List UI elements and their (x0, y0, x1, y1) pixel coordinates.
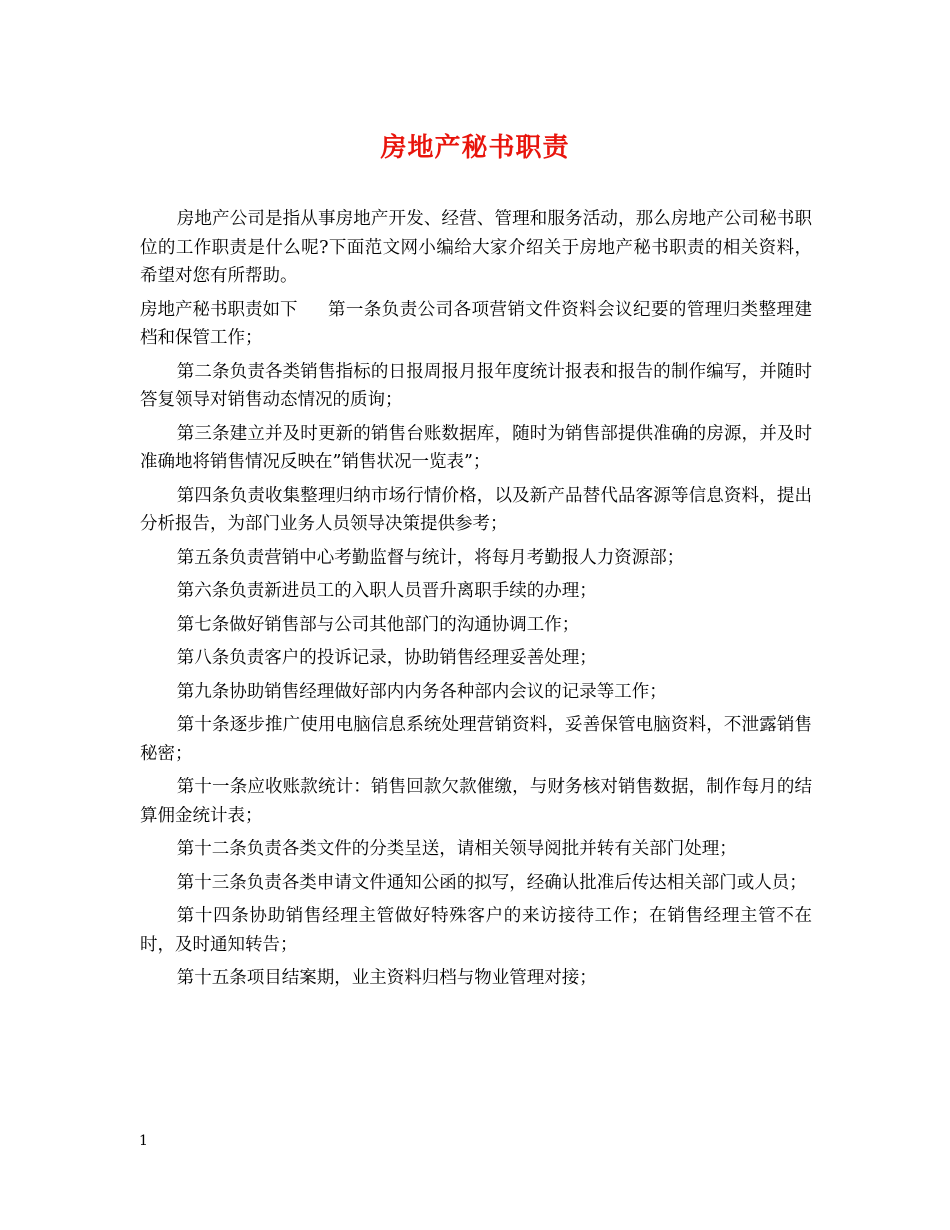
lead-label: 房地产秘书职责如下 (140, 299, 298, 320)
article-paragraph-12: 第十二条负责各类文件的分类呈送，请相关领导阅批并转有关部门处理； (176, 839, 737, 859)
article-paragraph-14: 第十四条协助销售经理主管做好特殊客户的来访接待工作；在销售经理主管不在时，及时通知转告； (140, 906, 812, 955)
document-title: 房地产秘书职责 (380, 133, 570, 163)
page-number: 1 (139, 1133, 148, 1149)
article-paragraph-9: 第九条协助销售经理做好部内内务各种部内会议的记录等工作； (176, 681, 667, 702)
article-paragraph-15: 第十五条项目结案期，业主资料归档与物业管理对接； (176, 968, 597, 988)
article-paragraph-11: 第十一条应收账款统计：销售回款欠款催缴，与财务核对销售数据，制作每月的结算佣金统计表； (140, 777, 812, 826)
article-paragraph-3: 第三条建立并及时更新的销售台账数据库，随时为销售部提供准确的房源，并及时准确地将销售情况反映在”销售状况一览表”； (140, 423, 812, 472)
article-paragraph-5: 第五条负责营销中心考勤监督与统计，将每月考勤报人力资源部； (176, 547, 685, 568)
article-paragraph-7: 第七条做好销售部与公司其他部门的沟通协调工作； (176, 614, 580, 635)
article-text: 第一条负责公司各项营销文件资料会议纪要的管理归类整理建档和保管工作； (140, 299, 812, 348)
article-paragraph-4: 第四条负责收集整理归纳市场行情价格，以及新产品替代品客源等信息资料，提出分析报告，为部门业务人员领导决策提供参考； (140, 485, 812, 534)
article-paragraph-8: 第八条负责客户的投诉记录，协助销售经理妥善处理； (176, 648, 597, 668)
article-paragraph-1 (140, 296, 812, 353)
article-paragraph-13: 第十三条负责各类申请文件通知公函的拟写，经确认批准后传达相关部门或人员； (176, 872, 807, 893)
article-paragraph-6: 第六条负责新进员工的入职人员晋升离职手续的办理； (176, 581, 597, 601)
document-body (140, 205, 812, 998)
article-paragraph-10: 第十条逐步推广使用电脑信息系统处理营销资料，妥善保管电脑资料，不泄露销售秘密； (140, 715, 812, 764)
article-paragraph-2: 第二条负责各类销售指标的日报周报月报年度统计报表和报告的制作编写，并随时答复领导对销售动态情况的质询； (140, 361, 812, 410)
intro-paragraph: 房地产公司是指从事房地产开发、经营、管理和服务活动，那么房地产公司秘书职位的工作职责是什么呢?下面范文网小编给大家介绍关于房地产秘书职责的相关资料，希望对您有所帮助。 (140, 209, 812, 286)
